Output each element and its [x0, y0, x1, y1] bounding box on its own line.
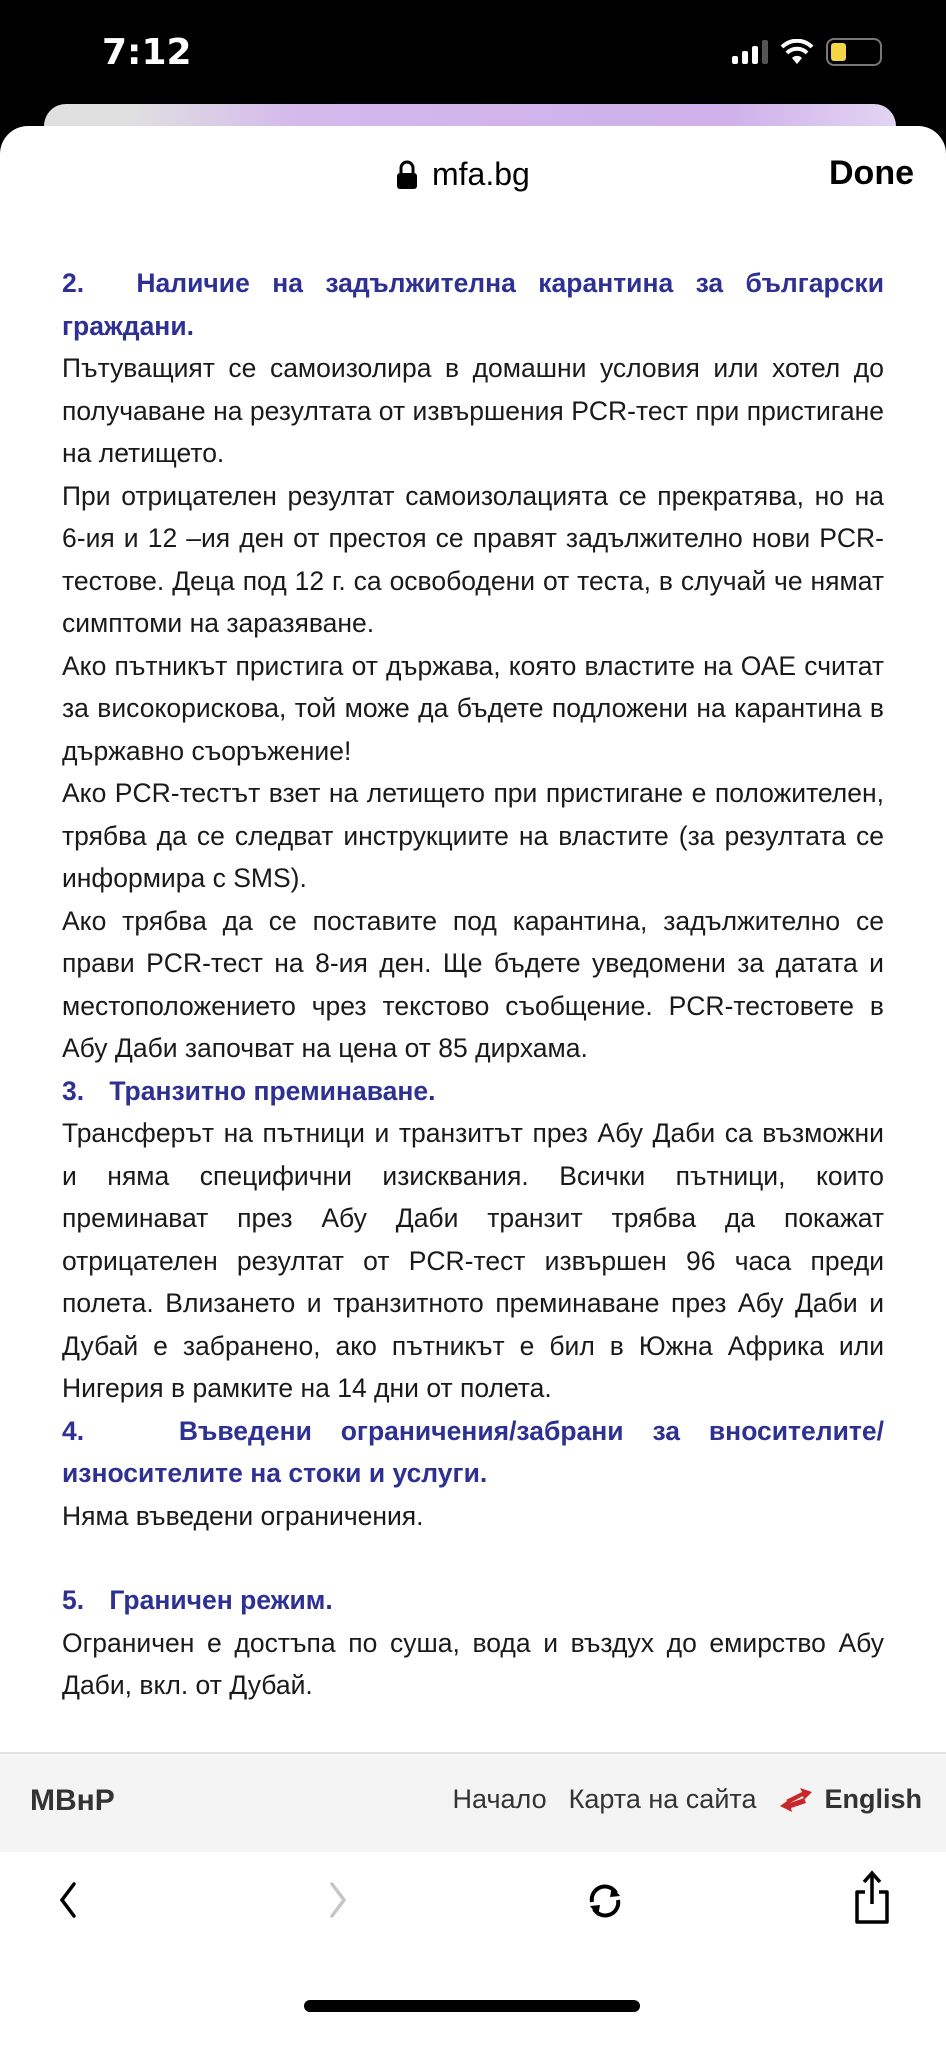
- footer-link-sitemap[interactable]: Карта на сайта: [568, 1784, 757, 1814]
- language-switch[interactable]: [778, 1784, 922, 1815]
- paragraph: Пътуващият се самоизолира в домашни условия или хотел до получаване на резултата от извършения PCR-тест при пристигане на летището.: [62, 353, 884, 468]
- paragraph: При отрицателен резултат самоизолацията се прекратява, но на 6-ия и 12 –ия ден от престоя се правят задължително нови PCR-тестове. Деца под 12 г. са освободени от теста, в случай че нямат симптоми на заразяване.: [62, 480, 884, 638]
- reload-icon[interactable]: [584, 1880, 626, 1922]
- paragraph: Ограничен е достъпа по суша, вода и въздух до емирство Абу Даби, вкл. от Дубай.: [62, 1627, 884, 1700]
- section-heading: [62, 1579, 884, 1622]
- paragraph: Ако трябва да се поставите под карантина, задължително се прави PCR-тест на 8-ия ден. Ще бъдете уведомени за датата и местоположението чрез текстово съобщение. PCR-тестовете в Абу Даби започват на цена от 85 дирхама.: [62, 905, 884, 1063]
- site-footer: [0, 1752, 946, 1852]
- wifi-icon: [780, 39, 814, 65]
- paragraph: Трансферът на пътници и транзитът през Абу Даби са възможни и няма специфични изисквания. Всички пътници, които преминават през Абу Даби транзит трябва да покажат отрицателен резултат от PCR-тест извършен 96 часа преди полета. Влизането и транзитното преминаване през Абу Даби и Дубай е забранено, ако пътникът е бил в Южна Африка или Нигерия в рамките на 14 дни от полета.: [62, 1118, 884, 1403]
- url-bar: [0, 126, 946, 226]
- cellular-signal-icon: [732, 40, 768, 64]
- section-title: Граничен режим.: [109, 1585, 333, 1615]
- section-title: Транзитно преминаване.: [109, 1075, 436, 1106]
- paragraph: Ако пътникът пристига от държава, която властите на ОАЕ считат за високорискова, той може да бъдете подложени на карантина в държавно съоръжение!: [62, 650, 884, 766]
- home-indicator: [304, 2000, 640, 2012]
- swap-arrows-icon: [778, 1786, 814, 1814]
- url-display[interactable]: [396, 156, 530, 193]
- section-heading: [62, 1410, 884, 1495]
- browser-sheet: [0, 126, 946, 2048]
- lock-icon: [396, 160, 418, 190]
- section-number: 2.: [62, 268, 85, 298]
- share-icon[interactable]: [852, 1870, 892, 1926]
- done-button[interactable]: Done: [829, 154, 914, 192]
- section-heading: [62, 1070, 884, 1113]
- section-number: 5.: [62, 1585, 85, 1615]
- url-text: mfa.bg: [432, 156, 530, 192]
- status-bar: [0, 0, 946, 100]
- section-title: Наличие на задължителна карантина за български граждани.: [62, 268, 884, 341]
- article-content: [62, 262, 884, 1707]
- browser-toolbar: [0, 1852, 946, 1962]
- site-logo[interactable]: МВнР: [30, 1784, 115, 1817]
- language-label: English: [824, 1784, 922, 1814]
- battery-icon: [826, 38, 882, 66]
- section-number: 3.: [62, 1075, 85, 1106]
- forward-icon[interactable]: [326, 1880, 350, 1920]
- section-number: 4.: [62, 1415, 85, 1446]
- section-heading: [62, 262, 884, 347]
- paragraph: Няма въведени ограничения.: [62, 1500, 424, 1531]
- paragraph: Ако PCR-тестът взет на летището при пристигане е положителен, трябва да се следват инструкциите на властите (за резултата се информира с SMS).: [62, 778, 884, 893]
- status-time: 7:12: [102, 32, 192, 73]
- back-icon[interactable]: [56, 1880, 80, 1920]
- footer-link-home[interactable]: Начало: [452, 1784, 547, 1814]
- section-title: Въведени ограничения/забрани за вносителите/износителите на стоки и услуги.: [62, 1415, 884, 1488]
